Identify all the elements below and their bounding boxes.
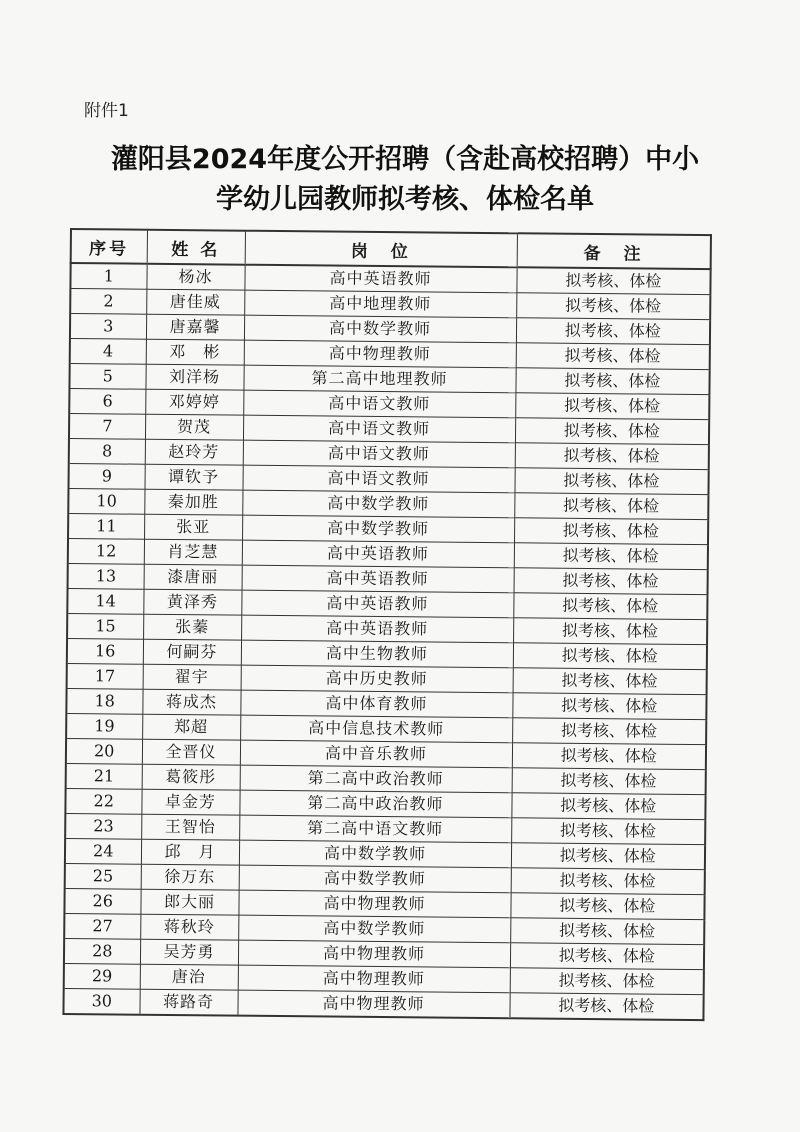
cell-name: 肖芝慧 — [144, 539, 242, 565]
cell-post: 高中英语教师 — [244, 265, 516, 293]
candidate-table-container — [62, 228, 712, 1021]
cell-name: 王智怡 — [141, 814, 239, 840]
cell-remark: 拟考核、体检 — [511, 868, 705, 895]
cell-name: 蒋成杰 — [142, 689, 240, 715]
cell-name: 徐万东 — [141, 864, 239, 890]
cell-remark: 拟考核、体检 — [510, 918, 704, 945]
cell-name: 张蓁 — [143, 614, 241, 640]
cell-post: 高中生物教师 — [241, 640, 513, 668]
cell-remark: 拟考核、体检 — [512, 743, 706, 770]
cell-remark: 拟考核、体检 — [515, 418, 709, 445]
cell-name: 邓 彬 — [146, 339, 244, 365]
cell-index: 13 — [68, 563, 144, 589]
cell-post: 高中物理教师 — [244, 340, 516, 368]
cell-name: 邓婷婷 — [145, 389, 243, 415]
cell-post: 高中语文教师 — [242, 465, 514, 493]
cell-remark: 拟考核、体检 — [513, 593, 707, 620]
cell-name: 张亚 — [144, 514, 242, 540]
cell-post: 高中英语教师 — [241, 590, 513, 618]
cell-post: 高中数学教师 — [239, 865, 511, 893]
cell-name: 郎大丽 — [140, 889, 238, 915]
cell-post: 高中语文教师 — [243, 390, 515, 418]
cell-name: 谭钦予 — [144, 464, 242, 490]
cell-name: 何嗣芬 — [143, 639, 241, 665]
cell-post: 第二高中政治教师 — [240, 765, 512, 793]
cell-remark: 拟考核、体检 — [512, 693, 706, 720]
cell-remark: 拟考核、体检 — [509, 993, 703, 1020]
cell-name: 唐佳威 — [146, 289, 244, 315]
cell-post: 高中物理教师 — [238, 940, 510, 968]
cell-post: 高中语文教师 — [243, 415, 515, 443]
cell-post: 第二高中语文教师 — [239, 815, 511, 843]
document-title — [60, 140, 750, 220]
cell-name: 黄泽秀 — [143, 589, 241, 615]
cell-remark: 拟考核、体检 — [513, 618, 707, 645]
cell-post: 高中地理教师 — [244, 290, 516, 318]
cell-remark: 拟考核、体检 — [516, 293, 710, 320]
cell-post: 高中数学教师 — [239, 840, 511, 868]
column-header-name: 姓 名 — [147, 230, 245, 265]
cell-index: 14 — [67, 588, 143, 614]
cell-post: 高中英语教师 — [242, 540, 514, 568]
cell-index: 7 — [69, 414, 145, 440]
cell-name: 唐治 — [140, 964, 238, 990]
cell-index: 29 — [64, 963, 140, 989]
cell-index: 22 — [65, 788, 141, 814]
cell-post: 高中数学教师 — [242, 515, 514, 543]
cell-post: 第二高中地理教师 — [243, 365, 515, 393]
cell-index: 23 — [65, 813, 141, 839]
cell-index: 19 — [66, 713, 142, 739]
cell-index: 9 — [68, 463, 144, 489]
cell-name: 漆唐丽 — [144, 564, 242, 590]
cell-name: 全晋仪 — [142, 739, 240, 765]
cell-index: 15 — [67, 613, 143, 639]
cell-name: 唐嘉馨 — [146, 314, 244, 340]
cell-name: 吴芳勇 — [140, 939, 238, 965]
cell-name: 刘洋杨 — [145, 364, 243, 390]
cell-post: 高中英语教师 — [242, 565, 514, 593]
cell-index: 28 — [64, 938, 140, 964]
cell-index: 11 — [68, 513, 144, 539]
cell-name: 杨冰 — [146, 264, 244, 290]
table-body — [63, 263, 710, 1020]
title-line-1: 灌阳县2024年度公开招聘（含赴高校招聘）中小 — [110, 144, 700, 175]
cell-index: 3 — [70, 314, 146, 340]
cell-post: 高中信息技术教师 — [240, 715, 512, 743]
cell-name: 葛筱彤 — [142, 764, 240, 790]
cell-post: 高中数学教师 — [244, 315, 516, 343]
cell-post: 高中体育教师 — [240, 690, 512, 718]
cell-remark: 拟考核、体检 — [515, 443, 709, 470]
column-header-remark: 备 注 — [517, 233, 711, 269]
cell-index: 27 — [64, 913, 140, 939]
cell-index: 20 — [66, 738, 142, 764]
cell-remark: 拟考核、体检 — [516, 318, 710, 345]
cell-remark: 拟考核、体检 — [516, 343, 710, 370]
cell-remark: 拟考核、体检 — [514, 543, 708, 570]
cell-post: 高中数学教师 — [242, 490, 514, 518]
column-header-post: 岗 位 — [245, 231, 517, 268]
cell-post: 高中物理教师 — [238, 965, 510, 993]
candidate-table — [62, 228, 712, 1021]
column-header-index: 序号 — [71, 229, 147, 264]
cell-remark: 拟考核、体检 — [510, 968, 704, 995]
cell-remark: 拟考核、体检 — [515, 368, 709, 395]
cell-index: 26 — [64, 888, 140, 914]
cell-remark: 拟考核、体检 — [515, 393, 709, 420]
cell-index: 6 — [69, 389, 145, 415]
cell-remark: 拟考核、体检 — [513, 643, 707, 670]
cell-index: 17 — [67, 663, 143, 689]
cell-name: 邱 月 — [141, 839, 239, 865]
cell-remark: 拟考核、体检 — [510, 943, 704, 970]
cell-name: 秦加胜 — [144, 489, 242, 515]
cell-index: 5 — [69, 364, 145, 390]
cell-index: 21 — [66, 763, 142, 789]
cell-post: 高中数学教师 — [238, 915, 510, 943]
cell-post: 高中语文教师 — [243, 440, 515, 468]
cell-index: 2 — [70, 289, 146, 315]
cell-index: 10 — [68, 488, 144, 514]
attachment-label: 附件1 — [84, 101, 129, 121]
cell-post: 高中英语教师 — [241, 615, 513, 643]
cell-index: 1 — [70, 263, 146, 289]
cell-post: 高中历史教师 — [241, 665, 513, 693]
cell-remark: 拟考核、体检 — [514, 568, 708, 595]
cell-remark: 拟考核、体检 — [511, 818, 705, 845]
cell-index: 16 — [67, 638, 143, 664]
cell-name: 郑超 — [142, 714, 240, 740]
title-line-2: 学幼儿园教师拟考核、体检名单 — [216, 184, 594, 215]
cell-name: 贺茂 — [145, 414, 243, 440]
table-row — [63, 988, 703, 1020]
cell-name: 赵玲芳 — [145, 439, 243, 465]
cell-remark: 拟考核、体检 — [512, 768, 706, 795]
cell-remark: 拟考核、体检 — [516, 267, 710, 294]
cell-remark: 拟考核、体检 — [511, 843, 705, 870]
cell-post: 高中音乐教师 — [240, 740, 512, 768]
cell-index: 24 — [65, 838, 141, 864]
cell-remark: 拟考核、体检 — [514, 493, 708, 520]
cell-post: 第二高中政治教师 — [239, 790, 511, 818]
cell-post: 高中物理教师 — [238, 890, 510, 918]
cell-name: 翟宇 — [143, 664, 241, 690]
cell-index: 8 — [69, 438, 145, 464]
cell-post: 高中物理教师 — [237, 990, 509, 1018]
cell-index: 25 — [65, 863, 141, 889]
cell-name: 蒋秋玲 — [140, 914, 238, 940]
cell-remark: 拟考核、体检 — [511, 793, 705, 820]
cell-name: 卓金芳 — [141, 789, 239, 815]
cell-remark: 拟考核、体检 — [514, 468, 708, 495]
cell-remark: 拟考核、体检 — [513, 668, 707, 695]
cell-remark: 拟考核、体检 — [512, 718, 706, 745]
cell-remark: 拟考核、体检 — [510, 893, 704, 920]
cell-index: 30 — [63, 988, 139, 1014]
cell-name: 蒋路奇 — [139, 989, 237, 1015]
cell-index: 18 — [66, 688, 142, 714]
cell-index: 12 — [68, 538, 144, 564]
cell-remark: 拟考核、体检 — [514, 518, 708, 545]
cell-index: 4 — [70, 339, 146, 365]
